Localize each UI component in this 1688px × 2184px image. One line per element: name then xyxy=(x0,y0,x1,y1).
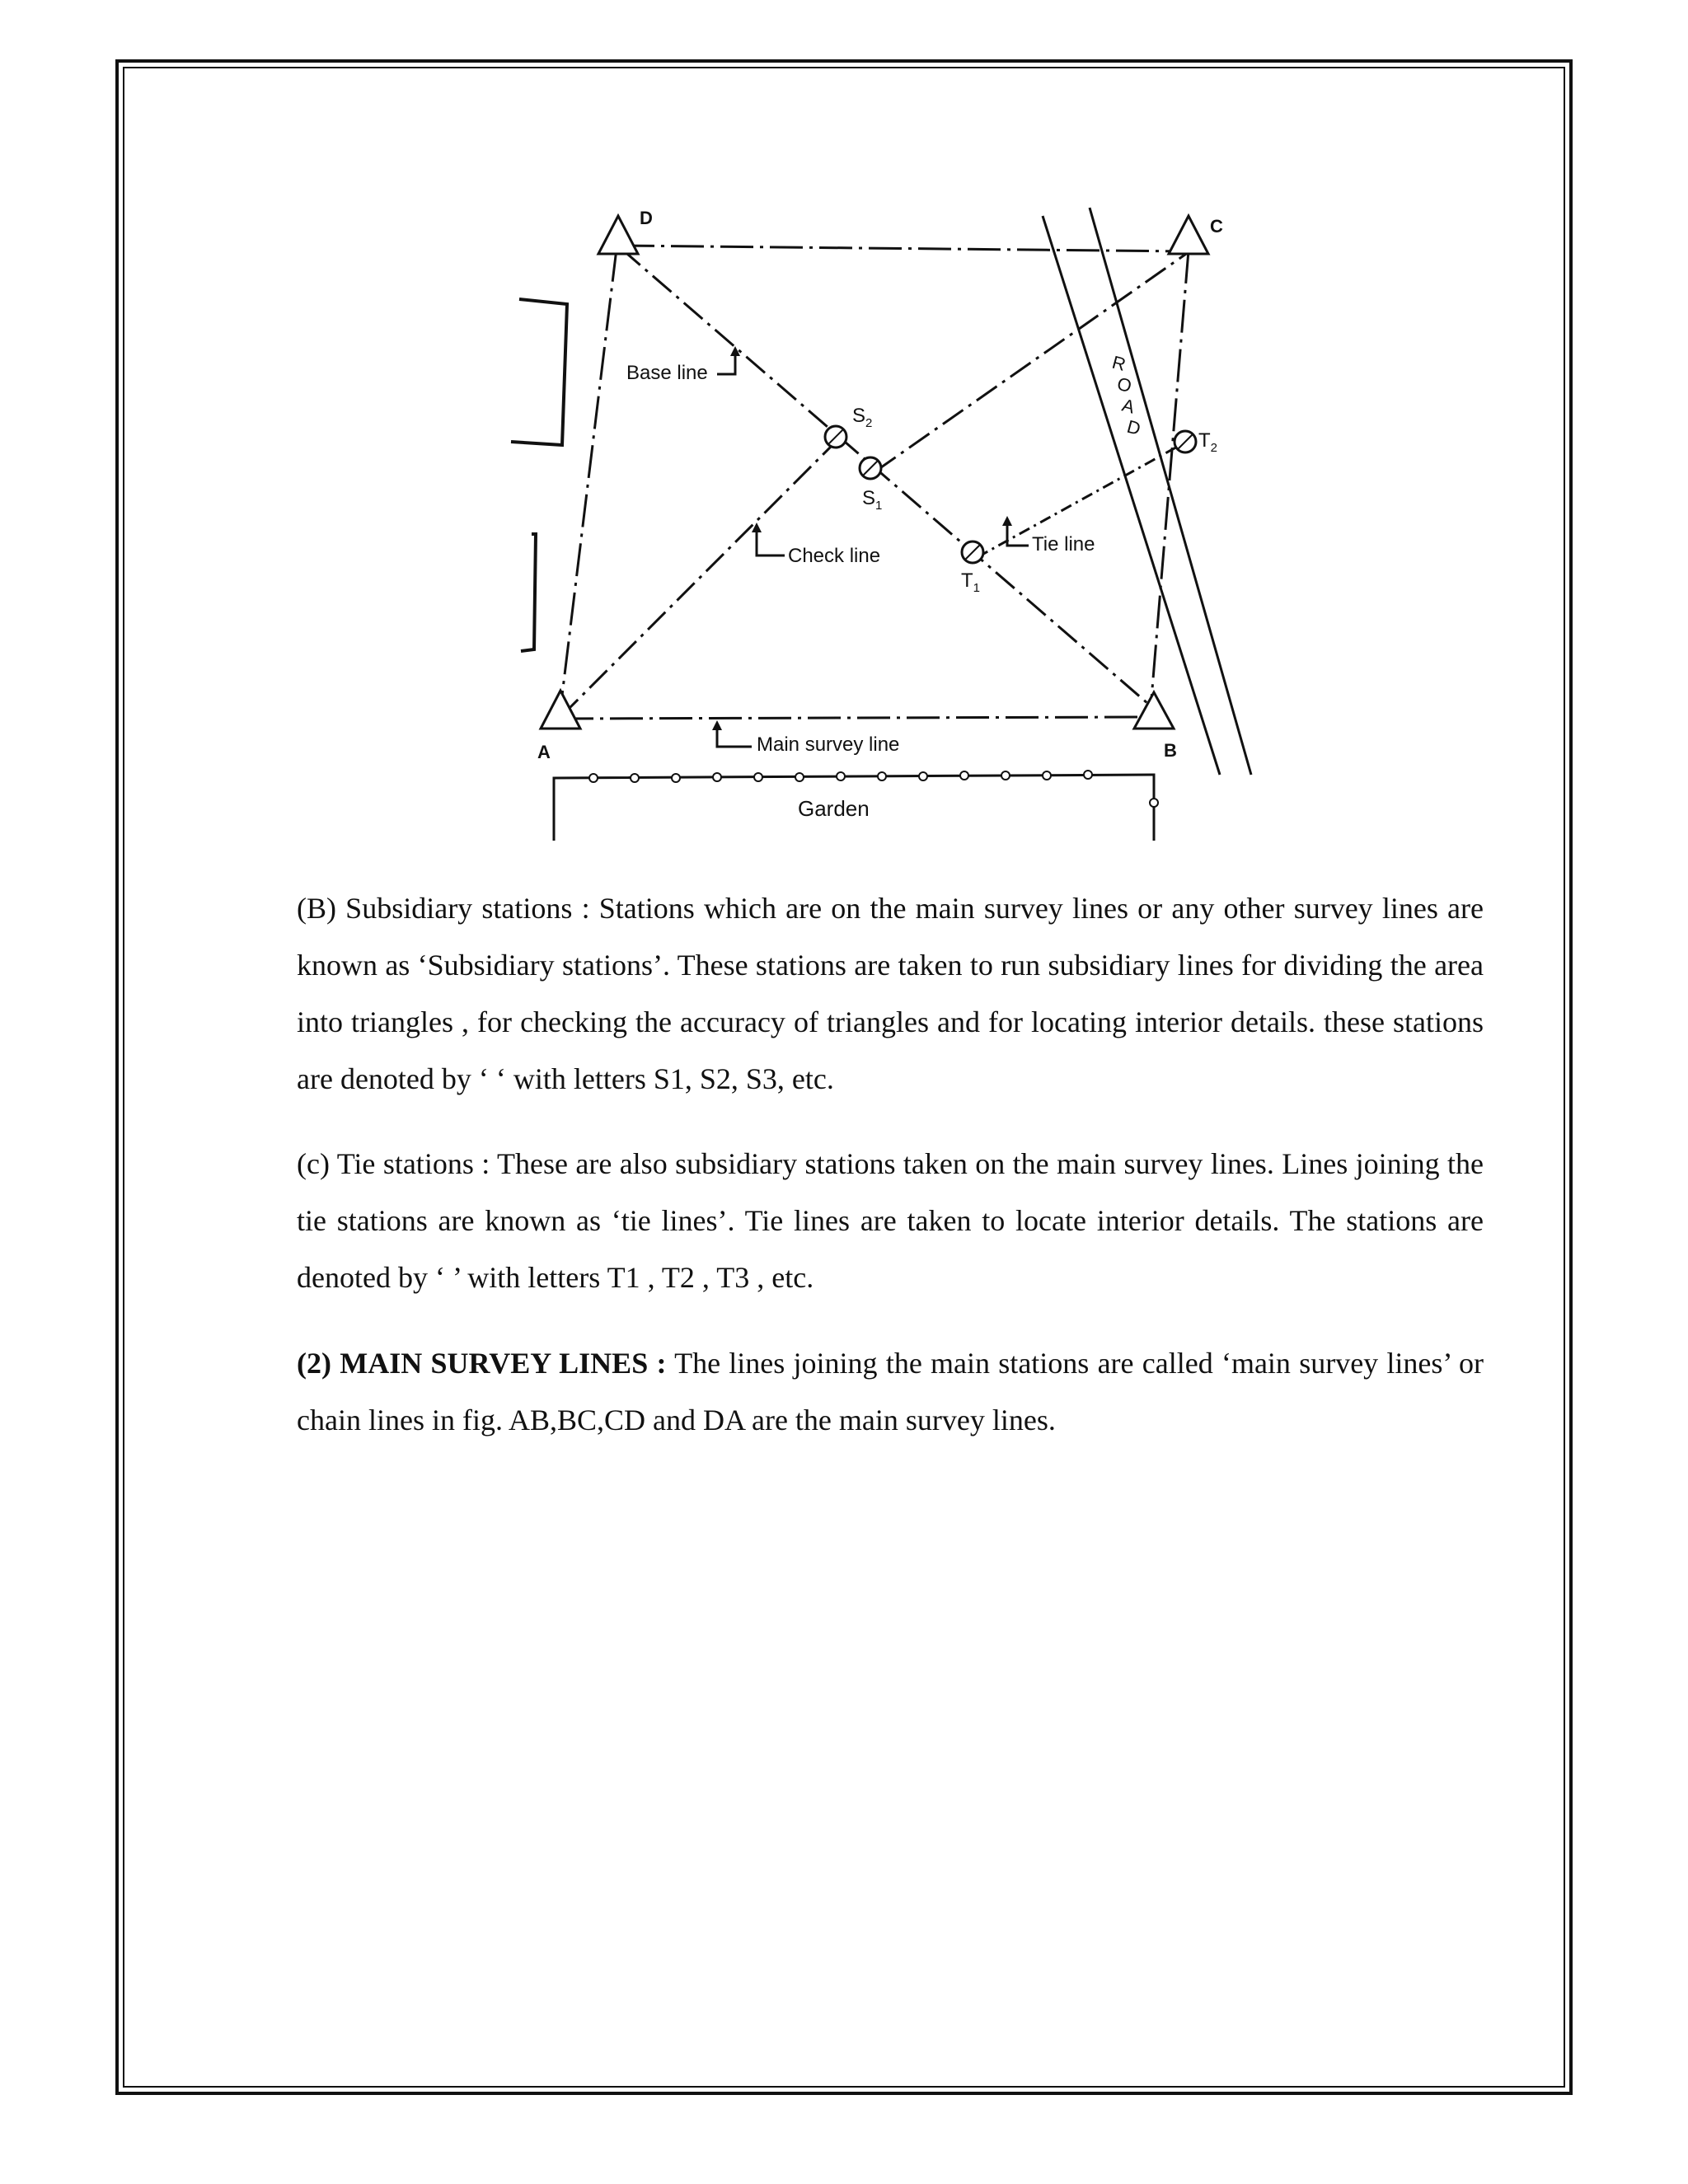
station-d-label: D xyxy=(640,208,653,228)
station-c-label: C xyxy=(1210,216,1223,237)
road-edge-right xyxy=(1090,208,1251,775)
base-line-annotation: Base line xyxy=(626,362,708,384)
station-c-triangle xyxy=(1169,216,1208,254)
paragraph-subsidiary-stations xyxy=(297,880,1484,1108)
paragraph-main-survey-content xyxy=(297,1335,1484,1449)
station-d-triangle xyxy=(598,216,638,254)
main-survey-line-arrowhead xyxy=(712,720,722,730)
line-cb xyxy=(1151,251,1189,709)
station-b-triangle xyxy=(1134,692,1174,729)
tie-line-arrowhead xyxy=(1002,516,1012,526)
road-letter-a: A xyxy=(1119,394,1137,418)
paragraph-tie-text: (c) Tie stations : These are also subsidiary stations taken on the main survey lines. Lines joining the tie stations are known as ‘tie lines’. Tie lines are taken to locate interior details. The stations are denoted by ‘ ’ with letters T1 , T2 , T3 , etc. xyxy=(297,1147,1484,1294)
check-line-annotation: Check line xyxy=(788,545,881,567)
line-s1-c xyxy=(875,252,1189,471)
road-letter-r: R xyxy=(1109,351,1128,375)
survey-figure xyxy=(495,206,1253,841)
garden-label: Garden xyxy=(798,796,870,821)
road-letter-d: D xyxy=(1124,415,1143,439)
station-s1-label: $S_1$ xyxy=(862,487,883,513)
station-t2-label: $T_2$ xyxy=(1198,429,1218,455)
station-t1-label: $T_1$ xyxy=(961,569,981,595)
building-outline-1 xyxy=(511,299,567,445)
check-line-arrowhead xyxy=(752,523,762,532)
tie-line-annotation: Tie line xyxy=(1032,533,1095,555)
station-s2-label: $S_2$ xyxy=(852,405,873,430)
main-survey-line-pointer xyxy=(717,727,752,747)
line-ab xyxy=(560,717,1151,719)
line-da xyxy=(560,249,617,709)
main-survey-lines-heading: (2) MAIN SURVEY LINES : xyxy=(297,1347,667,1380)
main-survey-lines-body: The lines joining the main stations are called ‘main survey lines’ or chain lines in fig. AB,BC,CD and DA are the main survey lines. xyxy=(297,1347,1484,1436)
main-survey-line-annotation: Main survey line xyxy=(757,733,900,756)
paragraph-main-survey-lines xyxy=(297,1335,1484,1449)
paragraph-subsidiary-text: (B) Subsidiary stations : Stations which are on the main survey lines or any other survey lines are known as ‘Subsidiary stations’. These stations are taken to run subsidiary lines for dividing the area into triangles , for checking the accuracy of triangles and for locating interior details. these stations are denoted by ‘ ‘ with letters S1, S2, S3, etc. xyxy=(297,892,1484,1095)
road-edge-left xyxy=(1043,216,1220,775)
tie-line-pointer xyxy=(1007,523,1029,546)
building-outline-2 xyxy=(521,534,536,651)
paragraph-tie-stations xyxy=(297,1136,1484,1306)
station-b-label: B xyxy=(1164,740,1177,761)
survey-diagram xyxy=(495,206,1253,841)
check-line xyxy=(560,438,839,717)
check-line-pointer xyxy=(757,529,785,555)
station-a-label: A xyxy=(537,742,551,762)
road-letter-o: O xyxy=(1114,373,1134,397)
station-a-triangle xyxy=(541,691,580,729)
